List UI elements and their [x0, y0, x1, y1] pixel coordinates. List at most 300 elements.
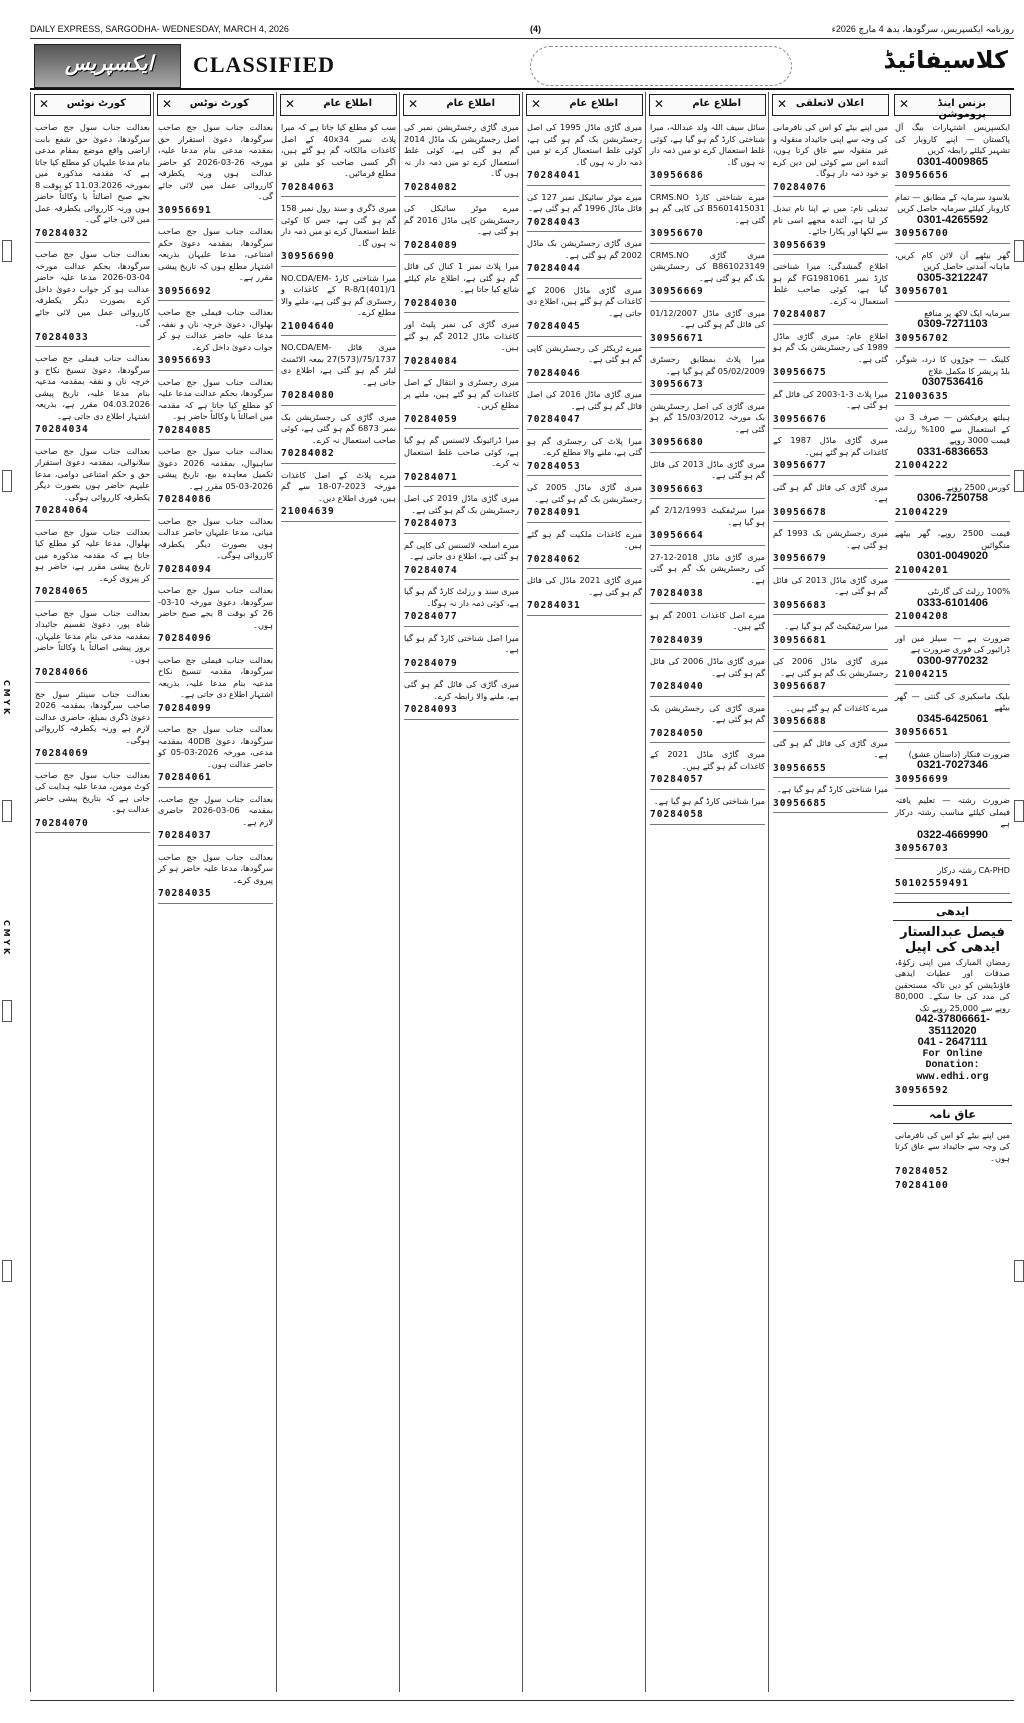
- classified-ad: [769, 736, 892, 783]
- ad-text: بعدالت جناب سول جج صاحب، بمقدمہ 06-03-2026 حاضری لازم ہے۔: [158, 793, 273, 827]
- ad-code: 30956702: [895, 332, 949, 344]
- ad-divider: [158, 787, 273, 788]
- ad-divider: [527, 278, 642, 279]
- column-header: کورٹ نوٹس ✕: [34, 94, 151, 116]
- ad-divider: [281, 405, 396, 406]
- ad-text: میرے موٹر سائیکل کی رجسٹریشن کاپی ماڈل 2016 گم ہو گئی ہے۔: [404, 203, 519, 236]
- classified-ad: [646, 399, 769, 457]
- ad-divider: [281, 335, 396, 336]
- ad-divider: [158, 648, 273, 649]
- ad-code: 70284046: [527, 367, 581, 379]
- classified-ad: [769, 573, 892, 620]
- aaq-text: میں اپنے بیٹے کو اس کی نافرمانی کی وجہ سے جائیداد سے عاق کرتا ہوں۔: [895, 1129, 1010, 1163]
- classified-ad: [154, 375, 277, 445]
- ad-divider: [158, 219, 273, 220]
- ad-text: بعدالت جناب فیملی جج صاحب سرگودھا، مقدمہ تنسیخ نکاح مدعیہ بنام مدعا علیہ، بذریعہ اشتہار اطلاع دی جاتی ہے۔: [158, 654, 273, 699]
- masthead: [30, 44, 1014, 90]
- ad-divider: [895, 185, 1010, 186]
- ad-code: 70284050: [650, 727, 704, 739]
- ad-text: میری گاڑی کی نمبر پلیٹ اور کاغذات ماڈل 2012 گم ہو گئے ہیں۔: [404, 319, 519, 352]
- ad-code: 30956681: [773, 634, 827, 646]
- ad-divider: [650, 789, 765, 790]
- ad-code: 70284094: [158, 563, 212, 575]
- ad-text: میرا شناختی کارڈ گم ہو گیا ہے۔: [653, 795, 765, 806]
- ad-text: میری گاڑی 2021 ماڈل کی فائل گم ہو گئی ہے۔: [527, 575, 642, 597]
- classified-ad: [31, 444, 154, 525]
- ad-divider: [773, 196, 888, 197]
- ad-text: بعدالت جناب سول جج صاحب سرگودھا، دعویٰ حق شفع بابت اراضی واقع موضع بمقام مدعی بنام مدعا علیہان کو مطلع کیا جاتا ہے کہ مقدمہ مذکورہ میں بمورخہ 11.03.2026 کو بوقت 8 بجے صبح اصالتاً یا وکالتاً حاضر ہوں ورنہ کارروائی یکطرفہ عمل میں لائی جائے گی۔: [35, 122, 150, 224]
- ad-divider: [895, 405, 1010, 406]
- classified-ad: [646, 608, 769, 655]
- ad-text: میری رجسٹری و انتقال کے اصل کاغذات گم ہو گئے ہیں، ملنے پر مطلع کریں۔: [404, 377, 519, 410]
- ad-code: 70284070: [35, 817, 89, 829]
- ad-code: 30956690: [281, 251, 335, 262]
- ad-divider: [650, 243, 765, 244]
- ad-divider: [527, 615, 642, 616]
- ad-code: 70284063: [281, 181, 335, 193]
- ad-code: 70284057: [650, 774, 704, 785]
- ad-divider: [404, 370, 519, 371]
- ad-code: 21004215: [895, 669, 949, 680]
- ad-divider: [895, 684, 1010, 685]
- ad-code: 70284084: [404, 355, 458, 367]
- ad-divider: [158, 717, 273, 718]
- classified-ad: [646, 550, 769, 608]
- ad-phone: 0321-7027346: [917, 759, 988, 771]
- ad-text: میری گاڑی ماڈل 2019 کی اصل رجسٹریشن بک گم ہو گئی ہے۔: [404, 493, 519, 515]
- dateline-english: DAILY EXPRESS, SARGODHA- WEDNESDAY, MARCH 4, 2026: [30, 24, 289, 34]
- ad-divider: [35, 763, 150, 764]
- ad-code: 70284034: [35, 424, 89, 435]
- edhi-heading: ایدھی: [893, 902, 1012, 921]
- ad-code: 30956679: [773, 553, 827, 564]
- classified-column: [768, 92, 892, 1692]
- ad-text: میرا پلاٹ کی رجسٹری گم ہو گئی ہے، ملنے والا مطلع کرے۔: [527, 435, 642, 457]
- ad-code: 30956673: [650, 379, 704, 390]
- ad-code: 70284071: [404, 471, 458, 483]
- classified-ad: [400, 631, 523, 678]
- ad-text: سائل سیف اللہ ولد عبداللہ، میرا شناختی کارڈ گم ہو گیا ہے، کوئی غلط استعمال کرے تو میں ذمہ دار نہ ہوں گا۔: [650, 122, 765, 167]
- ad-code: 70284032: [35, 227, 89, 239]
- ad-code: 30956664: [650, 530, 704, 541]
- ad-text: ضرورت ہے — سیلز مین اور ڈرائیور کی فوری ضرورت ہے: [895, 632, 1010, 654]
- classified-ad: [646, 248, 769, 306]
- classified-ad: [891, 689, 1014, 747]
- classified-ad: [769, 259, 892, 329]
- ad-text: سرمایہ ایک لاکھ پر منافع: [924, 307, 1010, 318]
- dateline-urdu: روزنامہ ایکسپریس، سرگودھا، بدھ 4 مارچ 2026ء: [831, 24, 1014, 34]
- registration-mark: [2, 1000, 12, 1022]
- classified-ad: [646, 654, 769, 701]
- classified-ad: [523, 283, 646, 341]
- ad-text: بعدالت جناب سول جج صاحب سرگودھا، دعویٰ استقرار حق بمقدمہ مدعی بنام مدعا علیہ، مورخہ 26-03-2026 کو حاضر عدالت ہوں ورنہ یکطرفہ کارروائی عمل میں لائی جائے گی۔: [158, 122, 273, 201]
- classified-ad: [400, 538, 523, 585]
- classified-columns: [30, 92, 1014, 1702]
- ad-divider: [650, 603, 765, 604]
- ad-text: میری گاڑی ماڈل 2006 کے کاغذات گم ہو گئے ہیں، اطلاع دی جاتی ہے۔: [527, 284, 642, 318]
- ad-divider: [527, 382, 642, 383]
- ad-divider: [35, 242, 150, 243]
- ad-text: بعدالت جناب سینئر سول جج صاحب سرگودھا، بمقدمہ 2026 دعویٰ ڈگری بمبلغ، حاضری عدالت لازم ہے ورنہ یکطرفہ کارروائی ہوگی۔: [35, 688, 150, 745]
- ad-code: 30956683: [773, 599, 827, 611]
- classified-ad: [154, 305, 277, 375]
- ad-divider: [895, 788, 1010, 789]
- ad-code: 50102559491: [895, 878, 969, 889]
- ad-code: 21004640: [281, 320, 335, 332]
- ad-divider: [281, 266, 396, 267]
- ad-text: کورس 2500 روپے: [946, 481, 1010, 492]
- ad-divider: [527, 429, 642, 430]
- registration-mark: [1014, 1260, 1024, 1282]
- ad-text: میرا سرٹیفکیٹ گم ہو گیا ہے۔: [784, 621, 888, 631]
- ad-divider: [650, 185, 765, 186]
- ad-code: 30956687: [773, 681, 827, 692]
- classified-ad: [400, 317, 523, 375]
- ad-code: 30956651: [895, 727, 949, 738]
- classified-ad: [523, 387, 646, 434]
- ad-code: 70284033: [35, 331, 89, 343]
- ad-code: 70284082: [281, 448, 335, 459]
- ad-divider: [158, 509, 273, 510]
- ad-text: میرا سرٹیفکیٹ 2/12/1993 گم ہو گیا ہے۔: [650, 505, 766, 527]
- registration-mark: [2, 470, 12, 492]
- ad-text: ہیلتھ پرفیکشن — صرف 3 دن کے استعمال سے 100% رزلٹ، قیمت 3000 روپے: [895, 412, 1010, 445]
- classified-ad: [769, 526, 892, 573]
- ad-text: میرا شناختی کارڈ NO.CDA/EM-R-8/1(401)/1 کے کاغذات و رجسٹری گم ہو گئی ہے، ملنے والا مطلع کرے۔: [281, 272, 396, 317]
- classified-ad: [769, 782, 892, 817]
- ad-divider: [895, 579, 1010, 580]
- ad-divider: [404, 672, 519, 673]
- ad-code: 30956693: [158, 355, 212, 366]
- ad-divider: [404, 486, 519, 487]
- ad-divider: [35, 346, 150, 347]
- ad-code: 30956669: [650, 286, 704, 297]
- ad-code: 30956703: [895, 843, 949, 854]
- classified-ad: [400, 375, 523, 433]
- classified-ad: [154, 583, 277, 653]
- ad-text: بعدالت جناب سول جج صاحب سرگودھا، دعویٰ مورخہ 10-03-26 کو بوقت 8 بجے صبح حاضر ہوں۔: [158, 585, 273, 630]
- classified-ad: [769, 120, 892, 201]
- ad-code: 30956678: [773, 506, 827, 518]
- ad-divider: [773, 475, 888, 476]
- classified-ad: [769, 654, 892, 701]
- ad-text: میری گاڑی کی رجسٹریشن بک نمبر 6873 گم ہو گئی ہے، کوئی صاحب استعمال نہ کرے۔: [281, 411, 396, 445]
- ad-code: 30956691: [158, 204, 212, 216]
- ad-code: 30956639: [773, 239, 827, 251]
- aaq-heading: عاق نامہ: [893, 1105, 1012, 1124]
- ad-divider: [650, 742, 765, 743]
- ad-text: میرے موٹر سائیکل نمبر 127 کی فائل ماڈل 1996 گم ہو گئی ہے۔: [527, 191, 642, 213]
- edhi-url: www.edhi.org: [916, 1071, 989, 1083]
- classified-ad: [31, 606, 154, 687]
- ad-code: 70284059: [404, 413, 458, 425]
- ad-divider: [527, 522, 642, 523]
- ad-code: 70284096: [158, 633, 212, 644]
- edhi-online-label: For Online Donation:: [922, 1048, 983, 1071]
- classified-ad: [646, 352, 769, 399]
- edhi-phone: 042-37806661-35112020: [915, 1013, 990, 1037]
- ad-divider: [650, 696, 765, 697]
- ad-code: 70284069: [35, 748, 89, 759]
- classified-ad: [400, 433, 523, 491]
- classified-ad: [646, 503, 769, 550]
- ad-divider: [773, 254, 888, 255]
- ad-code: 70284082: [404, 181, 458, 193]
- classified-column: [522, 92, 646, 1692]
- ad-code: 70284047: [527, 414, 581, 425]
- classified-ad: [277, 468, 400, 526]
- ad-code: 30956676: [773, 413, 827, 425]
- ad-divider: [650, 649, 765, 650]
- ad-code: 70284074: [404, 564, 458, 576]
- ad-divider: [281, 521, 396, 522]
- ad-phone: 0309-7271103: [917, 318, 988, 330]
- classified-ad: [154, 444, 277, 514]
- ad-divider: [773, 649, 888, 650]
- classified-ad: [891, 747, 1014, 794]
- classified-ad: [646, 190, 769, 248]
- ad-code: 30956685: [773, 797, 827, 809]
- column-header: اطلاع عام ✕: [526, 94, 643, 116]
- ad-text: بعدالت جناب سول جج صاحب ساہیوال، بمقدمہ 2026 دعویٰ تکمیل معاہدہ بیع، تاریخ پیشی 2026-03-05 مقرر ہے۔: [158, 446, 274, 491]
- classified-ad: [523, 573, 646, 620]
- classified-ad: [523, 434, 646, 481]
- ad-divider: [158, 370, 273, 371]
- classified-ad: [523, 120, 646, 190]
- registration-mark: [1014, 800, 1024, 822]
- ad-text: میری گاڑی کی فائل گم ہو گئی ہے۔: [773, 737, 888, 759]
- ad-divider: [773, 614, 888, 615]
- classified-ad: [891, 352, 1014, 410]
- ad-text: میری گاڑی ماڈل 1987 کے کاغذات گم ہو گئے ہیں۔: [773, 435, 888, 457]
- ad-divider: [773, 731, 888, 732]
- classified-ad: [277, 271, 400, 341]
- ad-phone: 0322-4669990: [917, 828, 988, 841]
- ad-code: 21004208: [895, 611, 949, 622]
- ad-text: میری گاڑی کی اصل رجسٹریشن بک مورخہ 15/03/2012 گم ہو گئی ہے۔: [650, 400, 765, 434]
- classified-ad: [154, 120, 277, 224]
- classified-title-urdu: کلاسیفائیڈ: [883, 46, 1008, 74]
- ad-phone: 0301-4009865: [917, 155, 988, 168]
- ad-divider: [773, 382, 888, 383]
- ad-code: 70284043: [527, 216, 581, 228]
- classified-ad: [154, 792, 277, 850]
- ad-code: 21004201: [895, 564, 949, 576]
- ad-divider: [895, 521, 1010, 522]
- ad-divider: [404, 533, 519, 534]
- classified-ad: [769, 701, 892, 736]
- ad-text: میری گاڑی ماڈل 2021 کے کاغذات گم ہو گئے ہیں۔: [650, 749, 765, 771]
- ad-phone: 0333-6101406: [917, 596, 988, 609]
- classified-column: [276, 92, 400, 1692]
- ad-divider: [895, 243, 1010, 244]
- ad-code: 30956655: [773, 762, 827, 774]
- classified-ad: [277, 410, 400, 468]
- ad-phone: 0301-4265592: [917, 213, 988, 226]
- ad-divider: [281, 196, 396, 197]
- classified-ad: [891, 306, 1014, 353]
- ad-code: 70284100: [895, 1179, 949, 1191]
- registration-mark: [2, 1260, 12, 1282]
- classified-ad: [154, 653, 277, 723]
- classified-ad: [154, 722, 277, 792]
- ad-divider: [158, 300, 273, 301]
- column-header: اطلاع عام ✕: [403, 94, 520, 116]
- ad-text: میرا ڈرائیونگ لائسنس گم ہو گیا ہے، کوئی صاحب غلط استعمال نہ کرے۔: [404, 435, 519, 468]
- ad-divider: [404, 428, 519, 429]
- ad-text: بعدالت جناب سول جج صاحب بھلوال، مدعا علیہ کو مطلع کیا جاتا ہے کہ مقدمہ مذکورہ میں تاریخ پیشی مقرر ہے، حاضر ہو کر پیروی کرے۔: [35, 526, 150, 583]
- classified-ad: [31, 247, 154, 351]
- ad-text: میرا پلاٹ نمبر 1 کنال کی فائل گم ہو گئی ہے، اطلاع عام کیلئے شائع کیا جاتا ہے۔: [404, 261, 519, 294]
- ad-divider: [650, 824, 765, 825]
- ad-text: میرے شناختی کارڈ CRMS.NO B5601415031 کی کاپی گم ہو گئی ہے۔: [650, 191, 765, 225]
- ad-code: 70284052: [895, 1166, 949, 1177]
- ad-code: 70284030: [404, 297, 458, 309]
- ad-phone: 0306-7250758: [917, 492, 988, 504]
- classified-ad: [523, 190, 646, 237]
- edhi-phone: 041 - 2647111: [917, 1036, 988, 1048]
- ad-code: 70284093: [404, 704, 458, 715]
- ad-text: بعدالت جناب سول جج صاحب سرگودھا، بحکم عدالت مورخہ 04-03-2026 مدعا علیہ حاضر عدالت ہو کر جواب دعویٰ داخل کرے بصورت دیگر یکطرفہ کارروائی عمل میں لائی جائے گی۔: [35, 249, 150, 328]
- classified-ad: [891, 863, 1014, 898]
- edhi-ad: [891, 955, 1014, 1101]
- classified-ad: [154, 514, 277, 584]
- ad-code: 70284089: [404, 239, 458, 251]
- ad-text: بعدالت جناب سول جج صاحب شاہ پور، دعویٰ تقسیم جائیداد بمقدمہ مدعی بنام مدعا علیہان، بروز پیشی اصالتاً یا وکالتاً حاضر ہوں۔: [35, 607, 150, 664]
- ad-text: ضرورت رشتہ — تعلیم یافتہ فیملی کیلئے مناسب رشتہ درکار ہے: [895, 795, 1010, 828]
- top-dateline: [30, 22, 1014, 39]
- ad-divider: [773, 812, 888, 813]
- classified-ad: [31, 120, 154, 247]
- classified-ad: [891, 248, 1014, 306]
- classified-column: [891, 92, 1014, 1692]
- ad-phone: 0305-3212247: [917, 271, 988, 284]
- cmyk-mark: C M Y K: [2, 680, 11, 715]
- ad-divider: [527, 185, 642, 186]
- ad-code: 70284062: [527, 553, 581, 565]
- ad-code: 70284087: [773, 309, 827, 320]
- ad-text: میری گاڑی ماڈل 1995 کی اصل رجسٹریشن بک گم ہو گئی ہے، کوئی غلط استعمال کرے تو میں ذمہ دار نہ ہوں گا۔: [527, 122, 642, 167]
- ad-text: میرے پلاٹ کے اصل کاغذات مورخہ 2023-07-18 سے گم ہیں، فوری اطلاع دیں۔: [281, 469, 396, 503]
- ad-text: میری سند و رزلٹ کارڈ گم ہو گیا ہے، کوئی ذمہ دار نہ ہوگا۔: [404, 586, 519, 608]
- ad-code: 70284058: [650, 809, 704, 820]
- ad-code: 70284041: [527, 170, 581, 181]
- ad-divider: [158, 578, 273, 579]
- ad-code: 70284076: [773, 181, 827, 193]
- ad-text: میرے کاغذات ملکیت گم ہو گئے ہیں۔: [527, 528, 642, 550]
- ad-divider: [35, 520, 150, 521]
- ad-code: 70284099: [158, 702, 212, 714]
- classified-ad: [400, 677, 523, 724]
- ad-text: بعدالت جناب سول جج صاحب سرگودھا، دعویٰ 40DB بمقدمہ مدعی، مورخہ 2026-03-05 کو حاضر عدالت ہوں۔: [158, 724, 274, 769]
- ad-code: 21004222: [895, 460, 949, 471]
- edhi-title: فیصل عبدالستار ایدھی کی اپیل: [900, 924, 1005, 955]
- classified-column: [30, 92, 154, 1692]
- ad-code: 30956656: [895, 170, 949, 181]
- ad-divider: [527, 336, 642, 337]
- ad-code: 70284091: [527, 507, 581, 518]
- classified-ad: [646, 306, 769, 353]
- classified-ad: [891, 584, 1014, 631]
- classified-ad: [891, 480, 1014, 527]
- ad-code: 70284039: [650, 634, 704, 646]
- ad-text: اطلاع عام: میری گاڑی ماڈل 1989 کی رجسٹریشن بک گم ہو گئی ہے۔: [773, 330, 888, 364]
- ad-divider: [650, 347, 765, 348]
- ad-divider: [527, 231, 642, 232]
- ad-text: میری ڈگری و سند رول نمبر 158 گم ہو گئی ہے، جس کا کوئی غلط استعمال کرے تو میں ذمہ دار نہ ہوں گا۔: [281, 203, 396, 248]
- ad-divider: [35, 832, 150, 833]
- ad-text: بلیک ماسکیری کی گنتی — گھر بیٹھے: [895, 690, 1010, 712]
- classified-ad: [769, 387, 892, 434]
- logo-text: ایکسپریس: [65, 51, 154, 75]
- ad-divider: [773, 568, 888, 569]
- ad-code: 30956592: [895, 1085, 949, 1096]
- classified-ad: [646, 747, 769, 794]
- ad-text: میری گاڑی ماڈل 2013 کی فائل گم ہو گئی ہے۔: [650, 458, 765, 480]
- classified-ad: [400, 584, 523, 631]
- ad-text: اطلاع گمشدگی: میرا شناختی کارڈ نمبر FG1981061 گم ہو گیا ہے، کوئی صاحب غلط استعمال نہ کرے۔: [773, 261, 888, 306]
- ad-text: ایکسپریس اشتہارات بیگ آل پاکستان — اپنے کاروبار کی تشہیر کیلئے رابطہ کریں: [895, 122, 1010, 155]
- ad-divider: [773, 324, 888, 325]
- classified-ad: [277, 201, 400, 271]
- ad-code: 70284080: [281, 390, 335, 401]
- ad-divider: [158, 439, 273, 440]
- ad-text: بعدالت جناب سول جج صاحب سرگودھا، بمقدمہ دعویٰ حکم امتناعی، مدعا علیہان بذریعہ اشتہار مطلع ہوں کہ تاریخ پیشی مقرر ہے۔: [158, 226, 273, 282]
- classified-ad: [400, 259, 523, 317]
- ad-text: میری گاڑی رجسٹریشن نمبر کی اصل رجسٹریشن بک ماڈل 2014 گم ہو گئی ہے، کوئی غلط استعمال کرے تو میں ذمہ دار نہ ہوں گا۔: [404, 122, 519, 178]
- ad-text: میری گاڑی ماڈل 01/12/2007 کی فائل گم ہو گئی ہے۔: [650, 307, 765, 329]
- ad-phone: 0300-9770232: [917, 654, 988, 667]
- ad-code: 70284066: [35, 667, 89, 678]
- ad-divider: [650, 452, 765, 453]
- classified-ad: [769, 619, 892, 654]
- ad-text: میرا شناختی کارڈ گم ہو گیا ہے۔: [776, 784, 888, 794]
- ad-code: 70284031: [527, 600, 581, 611]
- ad-code: 70284040: [650, 681, 704, 692]
- ad-divider: [404, 254, 519, 255]
- ad-text: بعدالت جناب فیملی جج صاحب سرگودھا، دعویٰ تنسیخ نکاح و خرچہ نان و نفقہ بمقدمہ مدعیہ بنام مدعا علیہ، تاریخ پیشی 04.03.2026 مقرر ہے، بذریعہ اشتہار اطلاع دی جاتی ہے۔: [35, 353, 150, 421]
- ad-code: 70284061: [158, 772, 212, 783]
- classified-ad: [31, 525, 154, 606]
- ad-code: 30956671: [650, 332, 704, 344]
- ad-text: قیمت 2500 روپے، گھر بیٹھے منگوائیں: [895, 528, 1011, 550]
- ad-text: میری گاڑی CRMS.NO B861023149 کی رجسٹریشن بک گم ہو گئی ہے۔: [650, 249, 765, 283]
- ad-code: 70284079: [404, 657, 458, 669]
- ad-code: 30956699: [895, 773, 949, 785]
- ad-text: میری گاڑی ماڈل 2006 کی فائل گم ہو گئی ہے۔: [650, 656, 765, 678]
- classified-ad: [769, 329, 892, 387]
- ad-code: 30956700: [895, 228, 949, 239]
- aaq-ad: [891, 1128, 1014, 1196]
- ad-divider: [404, 196, 519, 197]
- ad-text: میرا پلاٹ بمطابق رجسٹری 05/02/2009 گم ہو گیا ہے۔: [650, 354, 765, 376]
- ad-phone: 0345-6425061: [917, 712, 988, 725]
- ad-phone: 0301-0049020: [917, 550, 988, 562]
- ad-text: میرے کاغذات گم ہو گئے ہیں۔: [786, 702, 888, 713]
- classified-ad: [891, 631, 1014, 689]
- ad-divider: [895, 475, 1010, 476]
- ad-text: ضرورت فنکار (داستان عشق): [908, 748, 1010, 759]
- ad-code: 30956675: [773, 367, 827, 378]
- ad-text: سب کو مطلع کیا جاتا ہے کہ میرا پلاٹ نمبر 40x34 کے اصل کاغذات مالکانہ گم ہو گئے ہیں، اگر کسی صاحب کو ملیں تو مطلع فرمائیں۔: [281, 122, 396, 178]
- express-logo: [34, 44, 181, 88]
- classified-ad: [891, 120, 1014, 190]
- ad-code: 70284064: [35, 505, 89, 516]
- classified-ad: [523, 527, 646, 574]
- ad-divider: [527, 475, 642, 476]
- ad-text: CA-PHD رشتہ درکار: [937, 864, 1010, 875]
- ad-text: تبدیلی نام: میں نے اپنا نام تبدیل کر لیا ہے، آئندہ مجھے اسی نام سے لکھا اور پکارا جائے۔: [773, 203, 888, 236]
